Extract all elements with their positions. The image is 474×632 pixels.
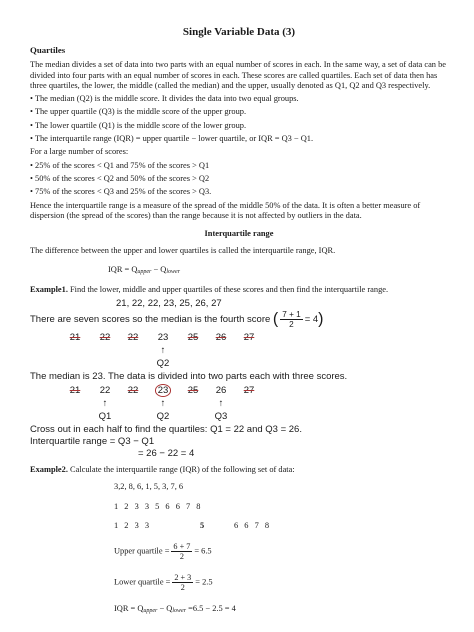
example1-q2-arrow: ↑ <box>160 345 166 357</box>
quartiles-intro: The median divides a set of data into two parts with an equal number of scores in each. In the same way, a set of data can be divided into four parts with an equal number of scores in each. These scores are called quartiles. Each set of data then has three quartiles, the lower, the middle (called the median) and the upper, usually denoted as Q1, Q2 and Q3 respectively. <box>30 60 446 90</box>
bullet-75-percent: • 75% of the scores < Q3 and 25% of the scores > Q3. <box>30 187 212 197</box>
bullet-upper-quartile: • The upper quartile (Q3) is the middle score of the upper group. <box>30 107 247 117</box>
example1-work <box>30 298 448 460</box>
bullet-25-percent: • 25% of the scores < Q1 and 75% of the scores > Q1 <box>30 160 210 170</box>
example1-cross-text: Cross out in each half to find the quartiles: Q1 = 22 and Q3 = 26. <box>30 424 302 436</box>
example2-data: 3,2, 8, 6, 1, 5, 3, 7, 6 <box>114 481 184 491</box>
example2-iqr-result: IQR = Qupper − Qlower =6.5 − 2.5 = 4 <box>114 604 236 615</box>
large-number-intro: For a large number of scores: <box>30 147 129 157</box>
bullet-iqr: • The interquartile range (IQR) = upper quartile − lower quartile, or IQR = Q3 − Q1. <box>30 134 314 144</box>
quartiles-conclusion: Hence the interquartile range is a measure of the spread of the middle 50% of the data. It is often a better measure of dispersion (the spread of the scores) than the range because it is not affected by outliers in the data. <box>30 200 421 220</box>
example2-upper-quartile: Upper quartile = $\frac{6 + 7}{2}$ = 6.5 <box>114 542 212 562</box>
example1-row-2: 21 22 22 23 25 26 27 <box>69 385 255 397</box>
example1-median-text: The median is 23. The data is divided into two parts each with three scores. <box>30 371 348 383</box>
bullet-lower-quartile: • The lower quartile (Q1) is the middle score of the lower group. <box>30 120 247 130</box>
bullet-median: • The median (Q2) is the middle score. It divides the data into two equal groups. <box>30 94 299 104</box>
example1-prompt: Example1. Find the lower, middle and upper quartiles of these scores and then find the interquartile range. <box>30 285 389 295</box>
iqr-definition: The difference between the upper and lower quartiles is called the interquartile range, IQR. <box>30 246 336 256</box>
example1-scores: 21, 22, 22, 23, 25, 26, 27 <box>116 298 222 310</box>
example1-iqr-line-1: Interquartile range = Q3 − Q1 <box>30 436 155 448</box>
quartiles-heading: Quartiles <box>30 45 66 55</box>
iqr-formula: IQR = Qupper − Qlower <box>108 264 181 275</box>
example1-row-1: 21 22 22 23 25 26 27 <box>69 332 255 344</box>
example1-quartile-labels: Q1 Q2 Q3 <box>98 411 228 423</box>
example2-sorted: 1 2 3 3 5 6 6 7 8 <box>114 501 203 511</box>
example2-lower-quartile: Lower quartile = $\frac{2 + 3}{2}$ = 2.5 <box>114 573 213 593</box>
example1-q2-label: Q2 <box>156 358 170 370</box>
example2-split: 1 2 3 3 5 6 6 7 8 <box>114 521 272 531</box>
bullet-50-percent: • 50% of the scores < Q2 and 50% of the scores > Q2 <box>30 173 210 183</box>
document-page <box>30 26 448 617</box>
example1-quartile-arrows: ↑ ↑ ↑ <box>102 398 224 410</box>
example1-seven-scores: There are seven scores so the median is the fourth score ( $\frac{7 + 1}{2}$ = 4) <box>30 310 324 330</box>
example2-prompt: Example2. Calculate the interquartile range (IQR) of the following set of data: <box>30 465 295 475</box>
example2-work <box>114 482 448 617</box>
page-title: Single Variable Data (3) <box>182 26 296 38</box>
iqr-heading: Interquartile range <box>204 229 274 239</box>
example1-iqr-line-2: = 26 − 22 = 4 <box>138 448 195 460</box>
